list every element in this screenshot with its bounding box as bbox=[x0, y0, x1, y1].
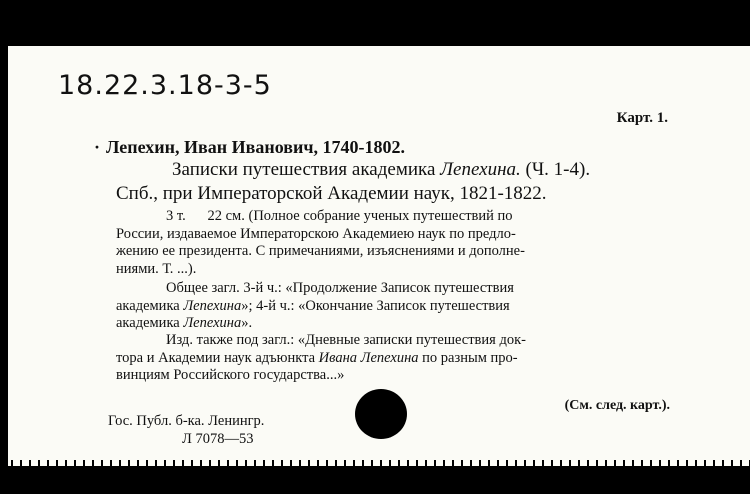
punch-hole bbox=[355, 389, 407, 439]
card-number: Карт. 1. bbox=[616, 110, 668, 126]
physical-description: 3 т. 22 см. (Полное собрание ученых путешествий по России, издаваемое Императорскою Академиею наук по предло- жению ее президента. С примечаниями, изъяснениями и дополне- ниями. Т. ...). bbox=[116, 208, 525, 277]
author-heading: Лепехин, Иван Иванович, 1740-1802. bbox=[106, 137, 405, 157]
title-line-1: Записки путешествия академика Лепехина. (Ч. 1-4). bbox=[172, 159, 591, 180]
variant-title-note: Изд. также под загл.: «Дневные записки путешествия док- тора и Академии наук адъюнкта Ивана Лепехина по разным про- винциям Российского государства...» bbox=[116, 332, 526, 383]
catalog-card bbox=[8, 46, 750, 462]
library-stamp: Гос. Публ. б-ка. Ленингр. Л 7078—53 bbox=[108, 413, 265, 447]
see-next-card: (См. след. карт.). bbox=[564, 398, 670, 413]
bullet-mark: · bbox=[94, 137, 101, 157]
general-title-note: Общее загл. 3-й ч.: «Продолжение Записок путешествия академика Лепехина»; 4-й ч.: «Окончание Записок путешествия академика Лепехина». bbox=[116, 280, 514, 331]
imprint-line: Спб., при Императорской Академии наук, 1821-1822. bbox=[116, 183, 547, 204]
call-number: 18.22.3.18-3-5 bbox=[58, 70, 272, 101]
